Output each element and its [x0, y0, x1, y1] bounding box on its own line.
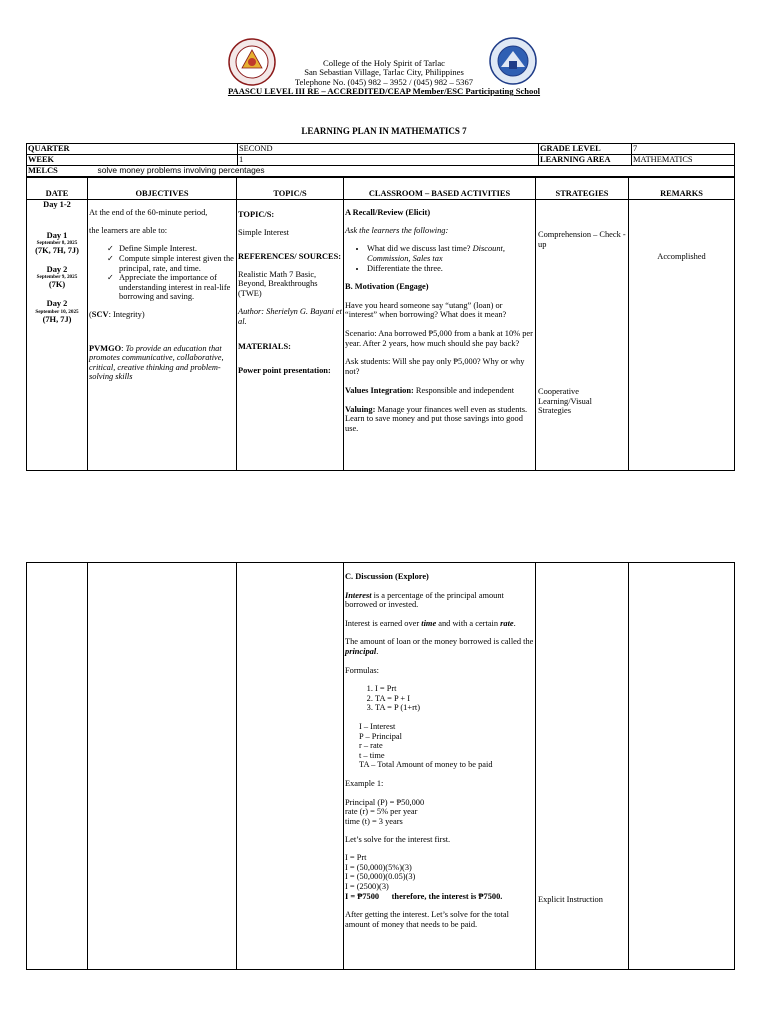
values-integration-label: Values Integration:: [345, 386, 414, 396]
motivation-heading: B. Motivation (Engage): [345, 282, 429, 292]
legend-item: I – Interest: [359, 721, 396, 731]
objectives-cell: [88, 200, 237, 471]
topic-label: TOPIC/S:: [238, 210, 275, 219]
day-1-label: Day 1: [46, 230, 68, 240]
motivation-question: Have you heard someone say “utang” (loan) or “interest” when borrowing? What does it mean?: [345, 300, 507, 320]
objective-item: ✓ Define Simple Interest.: [119, 244, 235, 254]
remarks-cell: [629, 200, 735, 471]
motivation-scenario: Scenario: Ana borrowed ₱5,000 from a bank at 10% per year. After 2 years, how much should she pay back?: [345, 328, 533, 348]
recall-ask: Ask the learners the following:: [345, 226, 449, 236]
given-line: time (t) = 3 years: [345, 816, 403, 826]
column-header-strategies: STRATEGIES: [536, 178, 629, 200]
objective-item: ✓ Compute simple interest given the principal, rate, and time.: [119, 254, 235, 273]
objectives-cell-empty: [88, 563, 237, 970]
week-label: WEEK: [27, 155, 238, 166]
recall-heading: A Recall/Review (Elicit): [345, 208, 431, 218]
melcs-value: solve money problems involving percentages: [97, 166, 735, 177]
melcs-label: MELCS: [27, 166, 97, 177]
objectives-intro-2: the learners are able to:: [89, 226, 168, 236]
recall-item-1-text: What did we discuss last time?: [367, 244, 473, 254]
info-table: [26, 143, 735, 166]
column-header-topics: TOPIC/S: [237, 178, 344, 200]
formula-item: 1. I = Prt: [375, 684, 534, 694]
valuing-text: Manage your finances well even as students. Learn to save money and put those savings into good use.: [345, 404, 528, 434]
recall-item: • Differentiate the three.: [367, 264, 534, 274]
school-header: [0, 59, 768, 97]
solution-answer: I = ₱7500 therefore, the interest is ₱7500.: [345, 891, 503, 901]
recall-item: [367, 244, 534, 263]
valuing: [345, 405, 534, 434]
day-1-date: September 8, 2025: [36, 240, 78, 247]
interest-earned-pre: Interest is earned over: [345, 618, 422, 628]
values-integration: [345, 386, 534, 396]
day-3-sections: (7H, 7J): [42, 314, 72, 324]
interest-earned-end: .: [513, 618, 516, 628]
day-3-date: September 10, 2025: [35, 308, 79, 315]
references-value: Realistic Math 7 Basic, Beyond, Breakthroughs (TWE): [238, 269, 318, 298]
grade-level-value: 7: [632, 144, 735, 155]
pvmgo-label: PVMGO: [89, 343, 122, 353]
legend-item: r – rate: [359, 741, 383, 751]
objectives-list: [89, 244, 235, 302]
solution-steps: [345, 853, 534, 901]
grade-level-label: GRADE LEVEL: [539, 144, 632, 155]
day-2-sections: (7K): [48, 280, 66, 290]
formula-item: 3. TA = P (1+rt): [375, 703, 534, 713]
principal-definition: [345, 637, 534, 656]
school-address: San Sebastian Village, Tarlac City, Philippines: [304, 67, 464, 78]
topic-value: Simple Interest: [238, 227, 289, 237]
accreditation-line: PAASCU LEVEL III RE – ACCREDITED/CEAP Member/ESC Participating School: [227, 86, 541, 97]
principal-term: principal: [345, 646, 377, 656]
discussion-table: [26, 562, 735, 970]
lesson-plan-table: [26, 177, 735, 471]
objective-item: ✓ Appreciate the importance of understanding interest in real-life borrowing and saving.: [119, 273, 235, 302]
interest-earned-mid: and with a certain: [436, 618, 501, 628]
column-header-remarks: REMARKS: [629, 178, 735, 200]
learning-area-label: LEARNING AREA: [539, 155, 632, 166]
values-integration-text: Responsible and independent: [413, 386, 515, 396]
quarter-value: SECOND: [238, 144, 539, 155]
column-header-activities: CLASSROOM – BASED ACTIVITIES: [344, 178, 536, 200]
scv-label: SCV: [91, 309, 109, 319]
solution-line: I = (50,000)(0.05)(3): [345, 872, 416, 882]
day-range: Day 1-2: [43, 200, 71, 209]
quarter-label: QUARTER: [27, 144, 238, 155]
interest-definition-text: is a percentage of the principal amount borrowed or invested.: [345, 590, 504, 610]
solution-line: I = (2500)(3): [345, 882, 389, 892]
rate-term: rate: [500, 618, 514, 628]
strategy-explicit: Explicit Instruction: [538, 895, 603, 904]
day-1-sections: (7K, 7H, 7J): [35, 246, 79, 256]
time-term: time: [421, 618, 437, 628]
school-telephone: Telephone No. (045) 982 – 3952 / (045) 982 – 5367: [294, 76, 474, 87]
pvmgo-text: To provide an education that promotes communicative, collaborative, critical, creative thinking and problem-solving skills: [89, 343, 224, 382]
motivation-ask: Ask students: Will she pay only ₱5,000? Why or why not?: [345, 357, 525, 376]
column-header-objectives: OBJECTIVES: [88, 178, 237, 200]
scv-value: : Integrity): [108, 309, 145, 319]
formulas-list: [345, 684, 534, 713]
date-cell-empty: [27, 563, 88, 970]
principal-definition-text: The amount of loan or the money borrowed is called the: [345, 637, 534, 647]
legend-item: P – Principal: [359, 731, 402, 741]
discussion-heading: C. Discussion (Explore): [345, 572, 429, 581]
school-name: College of the Holy Spirit of Tarlac: [323, 58, 445, 68]
strategy-comprehension: Comprehension – Check -up: [538, 230, 626, 249]
activities-cell: [344, 200, 536, 471]
principal-definition-end: .: [376, 646, 379, 656]
document-title: LEARNING PLAN IN MATHEMATICS 7: [301, 126, 467, 136]
week-value: 1: [238, 155, 539, 166]
scv-open: (: [89, 309, 92, 319]
after-interest-note: After getting the interest. Let’s solve for the total amount of money that needs to be paid.: [345, 910, 509, 929]
legend-item: TA – Total Amount of money to be paid: [359, 760, 493, 770]
interest-definition: [345, 591, 534, 610]
discussion-cell: [344, 563, 536, 970]
given-line: Principal (P) = ₱50,000: [345, 797, 425, 807]
column-header-date: DATE: [27, 178, 88, 200]
pvmgo-block: PVMGO: To provide an education that promotes communicative, collaborative, critical, creative thinking and problem-solving skills: [89, 343, 224, 382]
day-2-label: Day 2: [46, 264, 68, 274]
materials-value: Power point presentation:: [238, 366, 331, 376]
learning-area-value: MATHEMATICS: [632, 155, 735, 166]
remarks-value: Accomplished: [657, 252, 706, 261]
scv-line: [89, 310, 235, 320]
materials-label: MATERIALS:: [238, 341, 291, 351]
example-label: Example 1:: [345, 778, 384, 788]
topics-cell-empty: [237, 563, 344, 970]
recall-list: [345, 244, 534, 273]
formula-item: 2. TA = P + I: [375, 694, 534, 704]
author-line: Author: Sherielyn G. Bayani et al.: [238, 307, 342, 326]
formulas-label: Formulas:: [345, 665, 379, 675]
strategy-cooperative: Cooperative Learning/Visual Strategies: [538, 387, 592, 416]
solution-line: I = (50,000)(5%)(3): [345, 862, 412, 872]
strategies-cell: [536, 200, 629, 471]
variables-legend: [345, 722, 534, 770]
solution-line: I = Prt: [345, 853, 367, 863]
recall-item-1-topics: Discount, Commission, Sales tax: [367, 244, 505, 263]
date-cell: [27, 200, 88, 471]
interest-earned: [345, 619, 534, 629]
solve-label: Let’s solve for the interest first.: [345, 835, 451, 845]
example-givens: [345, 798, 534, 827]
day-3-label: Day 2: [46, 298, 68, 308]
strategies-cell-2: [536, 563, 629, 970]
remarks-cell-empty: [629, 563, 735, 970]
day-2-date: September 9, 2025: [36, 274, 78, 281]
legend-item: t – time: [359, 750, 385, 760]
topics-cell: [237, 200, 344, 471]
references-label: REFERENCES/ SOURCES:: [238, 251, 342, 261]
valuing-label: Valuing:: [345, 404, 376, 414]
given-line: rate (r) = 5% per year: [345, 807, 418, 817]
melcs-table: [26, 165, 735, 177]
objectives-intro: At the end of the 60-minute period,: [89, 208, 208, 218]
interest-term: Interest: [345, 590, 372, 600]
